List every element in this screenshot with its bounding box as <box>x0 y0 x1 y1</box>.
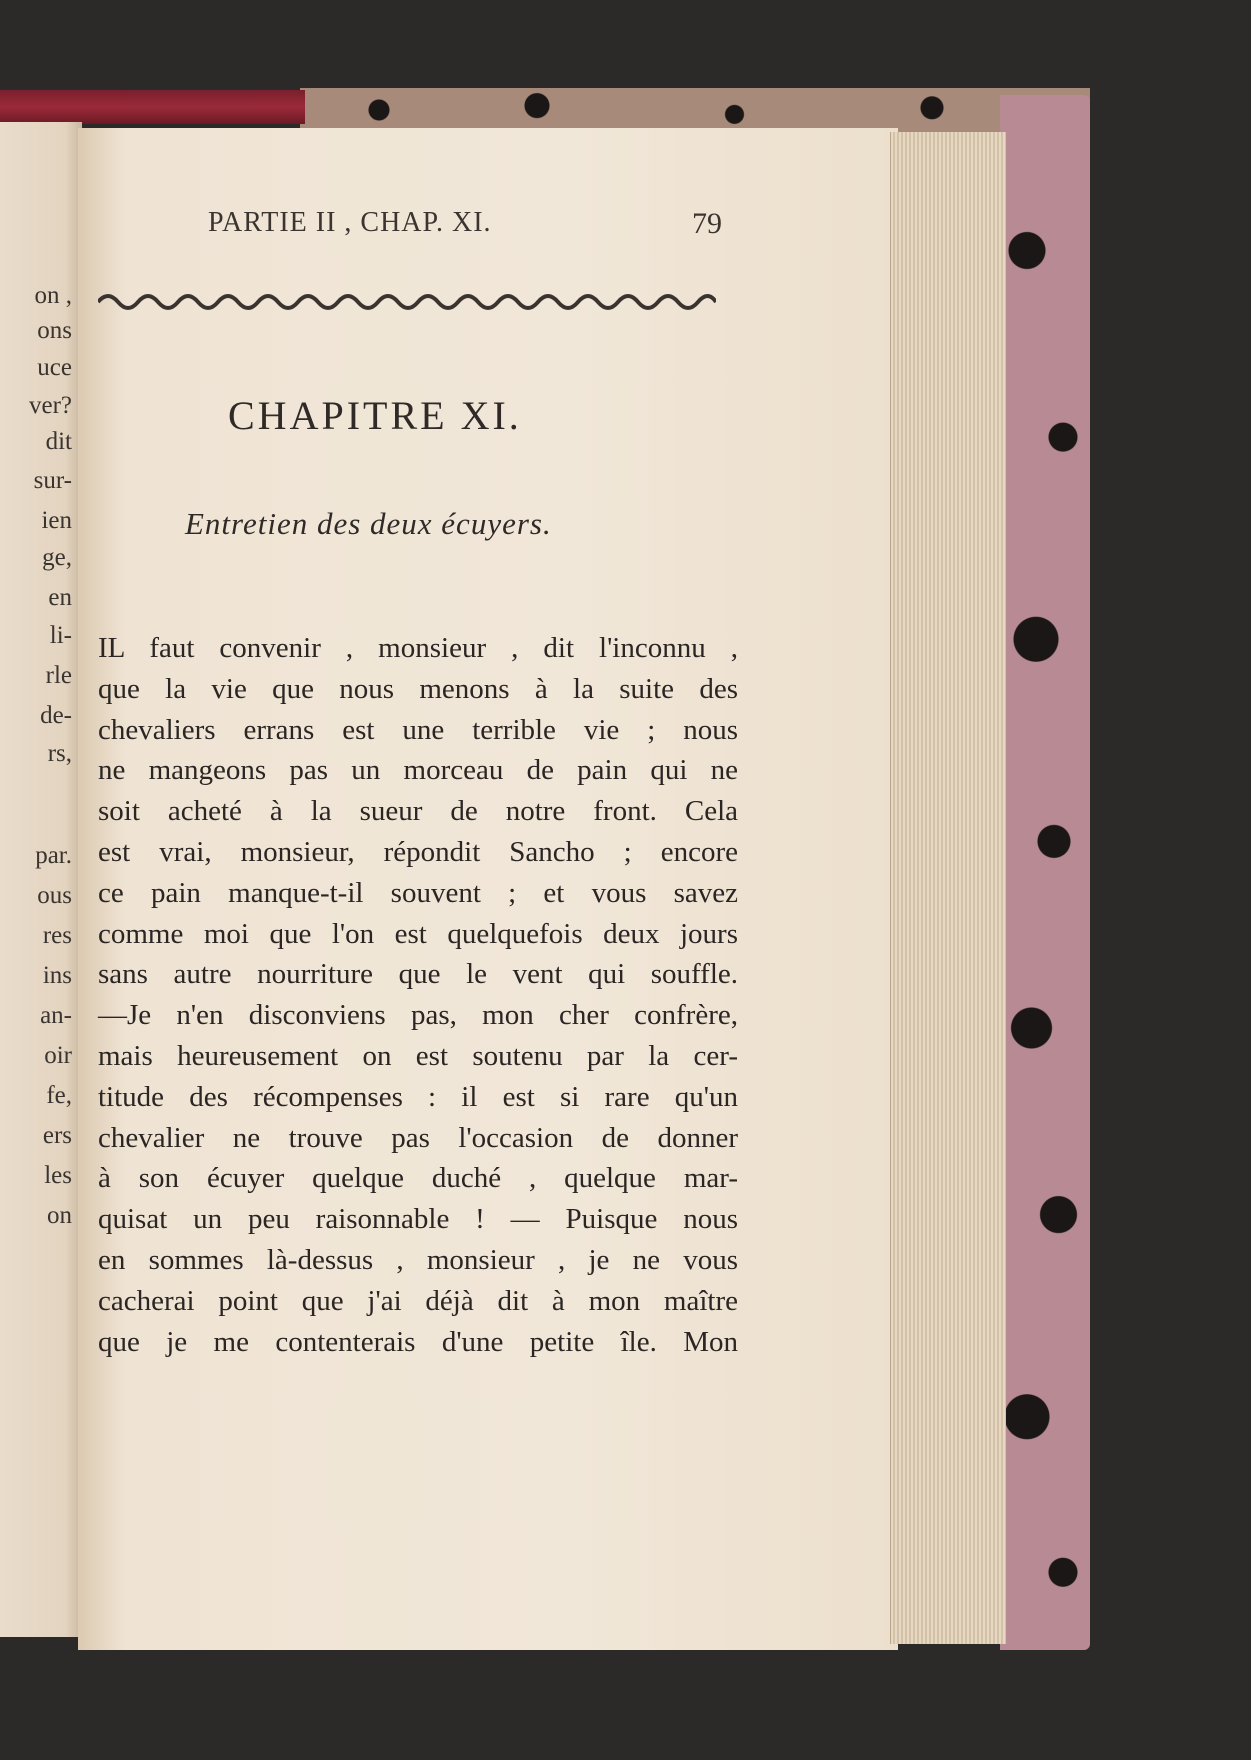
left-page-text-fragment: ge, <box>42 544 72 571</box>
book-cover-top <box>300 88 1090 132</box>
left-page-text-fragment: ous <box>37 882 72 909</box>
left-page-text-fragment: ien <box>41 507 72 534</box>
text-line: que la vie que nous menons à la suite des <box>98 672 738 705</box>
wave-ornament-icon <box>98 288 716 316</box>
left-page-text-fragment: ver? <box>28 392 72 419</box>
left-page-text-fragment: les <box>44 1162 72 1189</box>
left-page-text-fragment: res <box>42 922 72 949</box>
left-page-text-fragment: dit <box>45 428 72 455</box>
left-page-text-fragment: de- <box>40 702 72 729</box>
text-line: titude des récompenses : il est si rare qu'un <box>98 1080 738 1113</box>
text-line: mais heureusement on est soutenu par la cer- <box>98 1039 738 1072</box>
body-text <box>98 628 738 1362</box>
text-line: IL faut convenir , monsieur , dit l'inconnu , <box>98 632 738 664</box>
book-cover-marbled <box>1000 95 1090 1650</box>
left-page-text-fragment: on , <box>34 282 72 309</box>
left-page-text-fragment: par. <box>35 842 72 869</box>
text-line: sans autre nourriture que le vent qui souffle. <box>98 958 738 991</box>
text-line: ce pain manque-t-il souvent ; et vous savez <box>98 876 738 909</box>
left-page-text-fragment: fe, <box>46 1082 72 1109</box>
left-page-text-fragment: an- <box>40 1002 72 1029</box>
left-page-fragment <box>0 122 82 1637</box>
running-head: PARTIE II , CHAP. XI. <box>208 207 492 238</box>
text-line: —Je n'en disconviens pas, mon cher confrère, <box>98 999 738 1032</box>
page-number: 79 <box>692 207 722 240</box>
left-page-text-fragment: on <box>47 1202 72 1229</box>
left-page-text-fragment: ons <box>37 317 72 344</box>
text-line: à son écuyer quelque duché , quelque mar- <box>98 1162 738 1195</box>
chapter-title: CHAPITRE XI. <box>228 393 522 438</box>
text-line: en sommes là-dessus , monsieur , je ne vous <box>98 1243 738 1276</box>
text-line: cacherai point que j'ai déjà dit à mon maître <box>98 1284 738 1317</box>
text-line: est vrai, monsieur, répondit Sancho ; encore <box>98 835 738 868</box>
left-page-text-fragment: ers <box>42 1122 72 1149</box>
left-page-text-fragment: en <box>48 584 72 611</box>
text-line: chevaliers errans est une terrible vie ; nous <box>98 713 738 746</box>
left-page-text-fragment: oir <box>44 1042 72 1069</box>
text-line: ne mangeons pas un morceau de pain qui ne <box>98 754 738 787</box>
text-line: que je me contenterais d'une petite île. Mon <box>98 1325 738 1358</box>
chapter-subtitle: Entretien des deux écuyers. <box>185 506 552 541</box>
left-page-text-fragment: uce <box>37 354 72 381</box>
left-page-text-fragment: rs, <box>47 740 72 767</box>
left-page-text-fragment: rle <box>45 662 72 689</box>
book-spine-red <box>0 90 305 124</box>
left-page-text-fragment: li- <box>49 622 72 649</box>
left-page-text-fragment: ins <box>42 962 72 989</box>
text-line: comme moi que l'on est quelquefois deux jours <box>98 917 738 950</box>
page-edges <box>890 132 1006 1644</box>
text-line: soit acheté à la sueur de notre front. Cela <box>98 795 738 828</box>
left-page-text-fragment: sur- <box>33 467 72 494</box>
text-line: chevalier ne trouve pas l'occasion de donner <box>98 1121 738 1154</box>
text-line: quisat un peu raisonnable ! — Puisque nous <box>98 1203 738 1236</box>
